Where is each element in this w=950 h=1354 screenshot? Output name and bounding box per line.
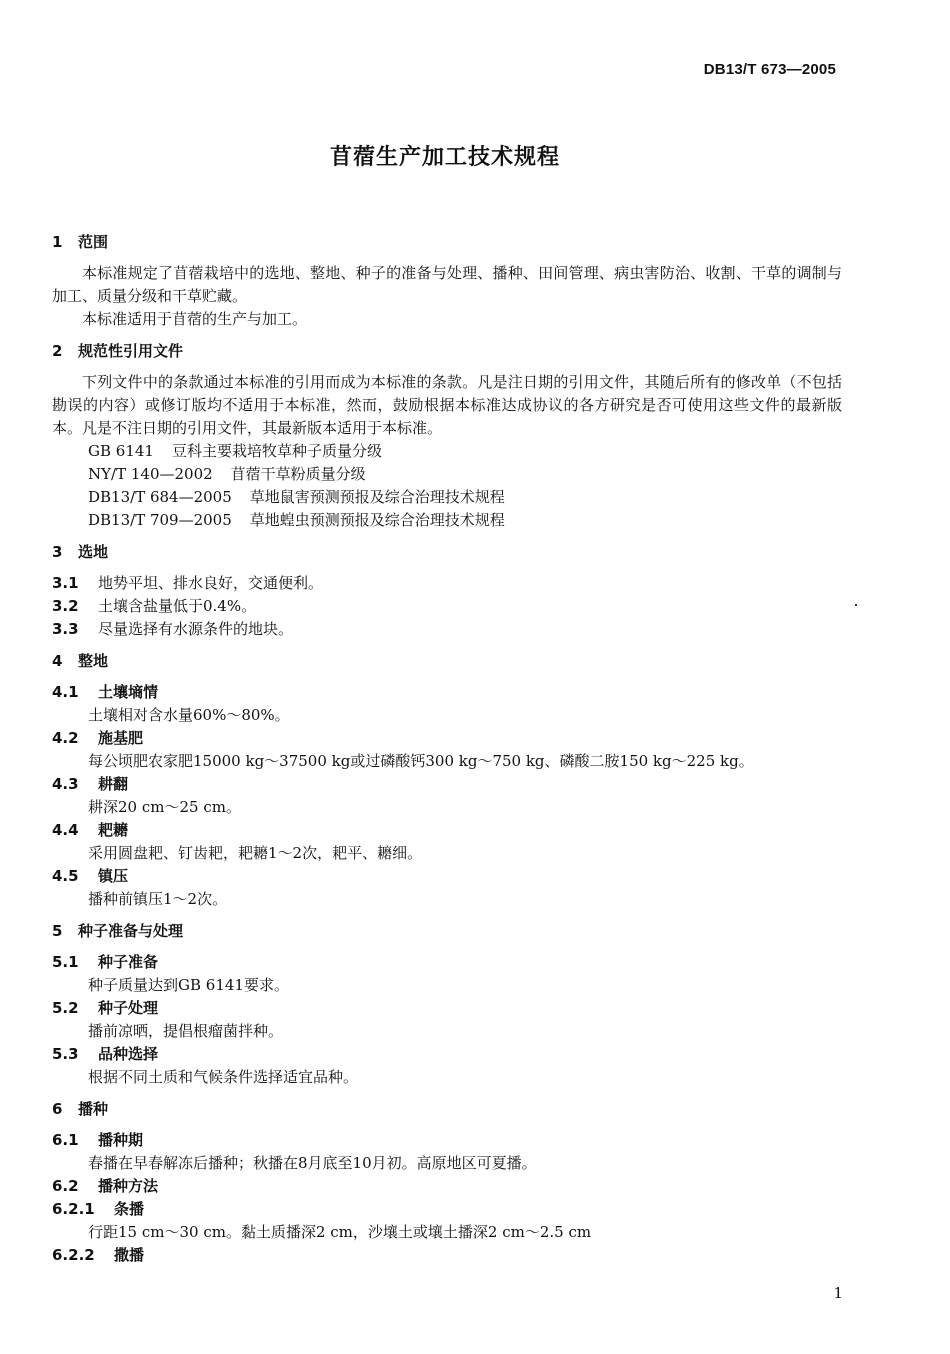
- subsection-6-1-text: 春播在早春解冻后播种；秋播在8月底至10月初。高原地区可夏播。: [88, 1154, 537, 1172]
- document-body: [52, 222, 842, 1267]
- clause-3-1: [52, 572, 842, 595]
- subsection-6-2-heading: [52, 1175, 842, 1198]
- subsection-4-4-heading: [52, 819, 842, 842]
- section-title: 规范性引用文件: [78, 342, 184, 360]
- subsection-title: 品种选择: [98, 1045, 159, 1063]
- section-4-heading: [52, 650, 842, 673]
- clause-3-2: [52, 595, 842, 618]
- subsection-5-2-text: 播前凉晒，提倡根瘤菌拌种。: [88, 1022, 284, 1040]
- subsection-4-1-text: 土壤相对含水量60%～80%。: [88, 706, 290, 724]
- reference-item: [52, 463, 842, 486]
- subsection-5-3-heading: [52, 1043, 842, 1066]
- subsection-title: 条播: [114, 1200, 145, 1218]
- subsection-5-3-text: 根据不同土质和气候条件选择适宜品种。: [88, 1068, 359, 1086]
- subsection-number: 5.2: [52, 999, 79, 1017]
- reference-title: 草地鼠害预测预报及综合治理技术规程: [249, 488, 505, 506]
- subsection-title: 镇压: [98, 867, 129, 885]
- subsection-title: 播种方法: [98, 1177, 159, 1195]
- subsection-6-2-2-heading: [52, 1244, 842, 1267]
- section-3-heading: [52, 541, 842, 564]
- subsection-6-2-1-heading: [52, 1198, 842, 1221]
- section-number: 4: [52, 652, 63, 670]
- subsection-number: 5.3: [52, 1045, 79, 1063]
- subsection-5-1-heading: [52, 951, 842, 974]
- reference-item: [52, 486, 842, 509]
- reference-code: NY/T 140—2002: [88, 465, 213, 483]
- section-title: 播种: [78, 1100, 109, 1118]
- section-title: 选地: [78, 543, 109, 561]
- reference-item: [52, 440, 842, 463]
- reference-title: 苜蓿干草粉质量分级: [230, 465, 366, 483]
- subsection-title: 施基肥: [98, 729, 144, 747]
- standard-number: DB13/T 673—2005: [703, 61, 836, 78]
- subsection-4-3-text: 耕深20 cm～25 cm。: [88, 798, 241, 816]
- clause-number: 3.1: [52, 574, 79, 592]
- section-5-heading: [52, 920, 842, 943]
- subsection-number: 6.2: [52, 1177, 79, 1195]
- subsection-5-1-text: 种子质量达到GB 6141要求。: [88, 976, 289, 994]
- reference-code: DB13/T 709—2005: [88, 511, 232, 529]
- section-number: 3: [52, 543, 63, 561]
- reference-title: 草地蝗虫预测预报及综合治理技术规程: [249, 511, 505, 529]
- section-1-paragraph-2: 本标准适用于苜蓿的生产与加工。: [82, 310, 308, 328]
- reference-title: 豆科主要栽培牧草种子质量分级: [171, 442, 382, 460]
- subsection-6-1-heading: [52, 1129, 842, 1152]
- clause-number: 3.3: [52, 620, 79, 638]
- subsection-4-4-text: 采用圆盘耙、钉齿耙，耙耱1～2次，耙平、耱细。: [88, 844, 423, 862]
- subsection-number: 4.5: [52, 867, 79, 885]
- reference-code: GB 6141: [88, 442, 154, 460]
- section-number: 6: [52, 1100, 63, 1118]
- reference-item: [52, 509, 842, 532]
- section-1-heading: [52, 231, 842, 254]
- subsection-number: 6.2.1: [52, 1200, 95, 1218]
- subsection-number: 5.1: [52, 953, 79, 971]
- reference-code: DB13/T 684—2005: [88, 488, 232, 506]
- subsection-4-1-heading: [52, 681, 842, 704]
- clause-text: 地势平坦、排水良好，交通便利。: [98, 574, 324, 592]
- subsection-title: 种子准备: [98, 953, 159, 971]
- scan-speck: [855, 604, 857, 606]
- subsection-title: 土壤墒情: [98, 683, 159, 701]
- clause-3-3: [52, 618, 842, 641]
- subsection-title: 种子处理: [98, 999, 159, 1017]
- section-6-heading: [52, 1098, 842, 1121]
- subsection-title: 耙耱: [98, 821, 129, 839]
- subsection-number: 4.3: [52, 775, 79, 793]
- document-title: 苜蓿生产加工技术规程: [329, 145, 560, 170]
- section-number: 2: [52, 342, 63, 360]
- subsection-number: 6.2.2: [52, 1246, 95, 1264]
- section-number: 5: [52, 922, 63, 940]
- clause-text: 土壤含盐量低于0.4%。: [98, 597, 257, 615]
- section-title: 种子准备与处理: [78, 922, 184, 940]
- clause-text: 尽量选择有水源条件的地块。: [98, 620, 294, 638]
- subsection-number: 4.4: [52, 821, 79, 839]
- subsection-4-5-text: 播种前镇压1～2次。: [88, 890, 228, 908]
- subsection-title: 耕翻: [98, 775, 129, 793]
- section-title: 整地: [78, 652, 109, 670]
- section-1-paragraph-1: 本标准规定了苜蓿栽培中的选地、整地、种子的准备与处理、播种、田间管理、病虫害防治、收割、干草的调制与加工、质量分级和干草贮藏。: [52, 264, 842, 305]
- subsection-title: 撒播: [114, 1246, 145, 1264]
- subsection-6-2-1-text: 行距15 cm～30 cm。黏土质播深2 cm，沙壤土或壤土播深2 cm～2.5 cm: [88, 1223, 592, 1241]
- section-number: 1: [52, 233, 63, 251]
- clause-number: 3.2: [52, 597, 79, 615]
- subsection-4-2-heading: [52, 727, 842, 750]
- subsection-title: 播种期: [98, 1131, 144, 1149]
- subsection-5-2-heading: [52, 997, 842, 1020]
- subsection-number: 6.1: [52, 1131, 79, 1149]
- subsection-number: 4.1: [52, 683, 79, 701]
- section-2-paragraph-1: 下列文件中的条款通过本标准的引用而成为本标准的条款。凡是注日期的引用文件，其随后所有的修改单（不包括勘误的内容）或修订版均不适用于本标准，然而，鼓励根据本标准达成协议的各方研究是否可使用这些文件的最新版本。凡是不注日期的引用文件，其最新版本适用于本标准。: [52, 373, 842, 437]
- page-number: 1: [833, 1284, 843, 1302]
- subsection-4-3-heading: [52, 773, 842, 796]
- subsection-4-5-heading: [52, 865, 842, 888]
- section-2-heading: [52, 340, 842, 363]
- section-title: 范围: [78, 233, 109, 251]
- subsection-4-2-text: 每公顷肥农家肥15000 kg～37500 kg或过磷酸钙300 kg～750 kg、磷酸二胺150 kg～225 kg。: [88, 752, 754, 770]
- subsection-number: 4.2: [52, 729, 79, 747]
